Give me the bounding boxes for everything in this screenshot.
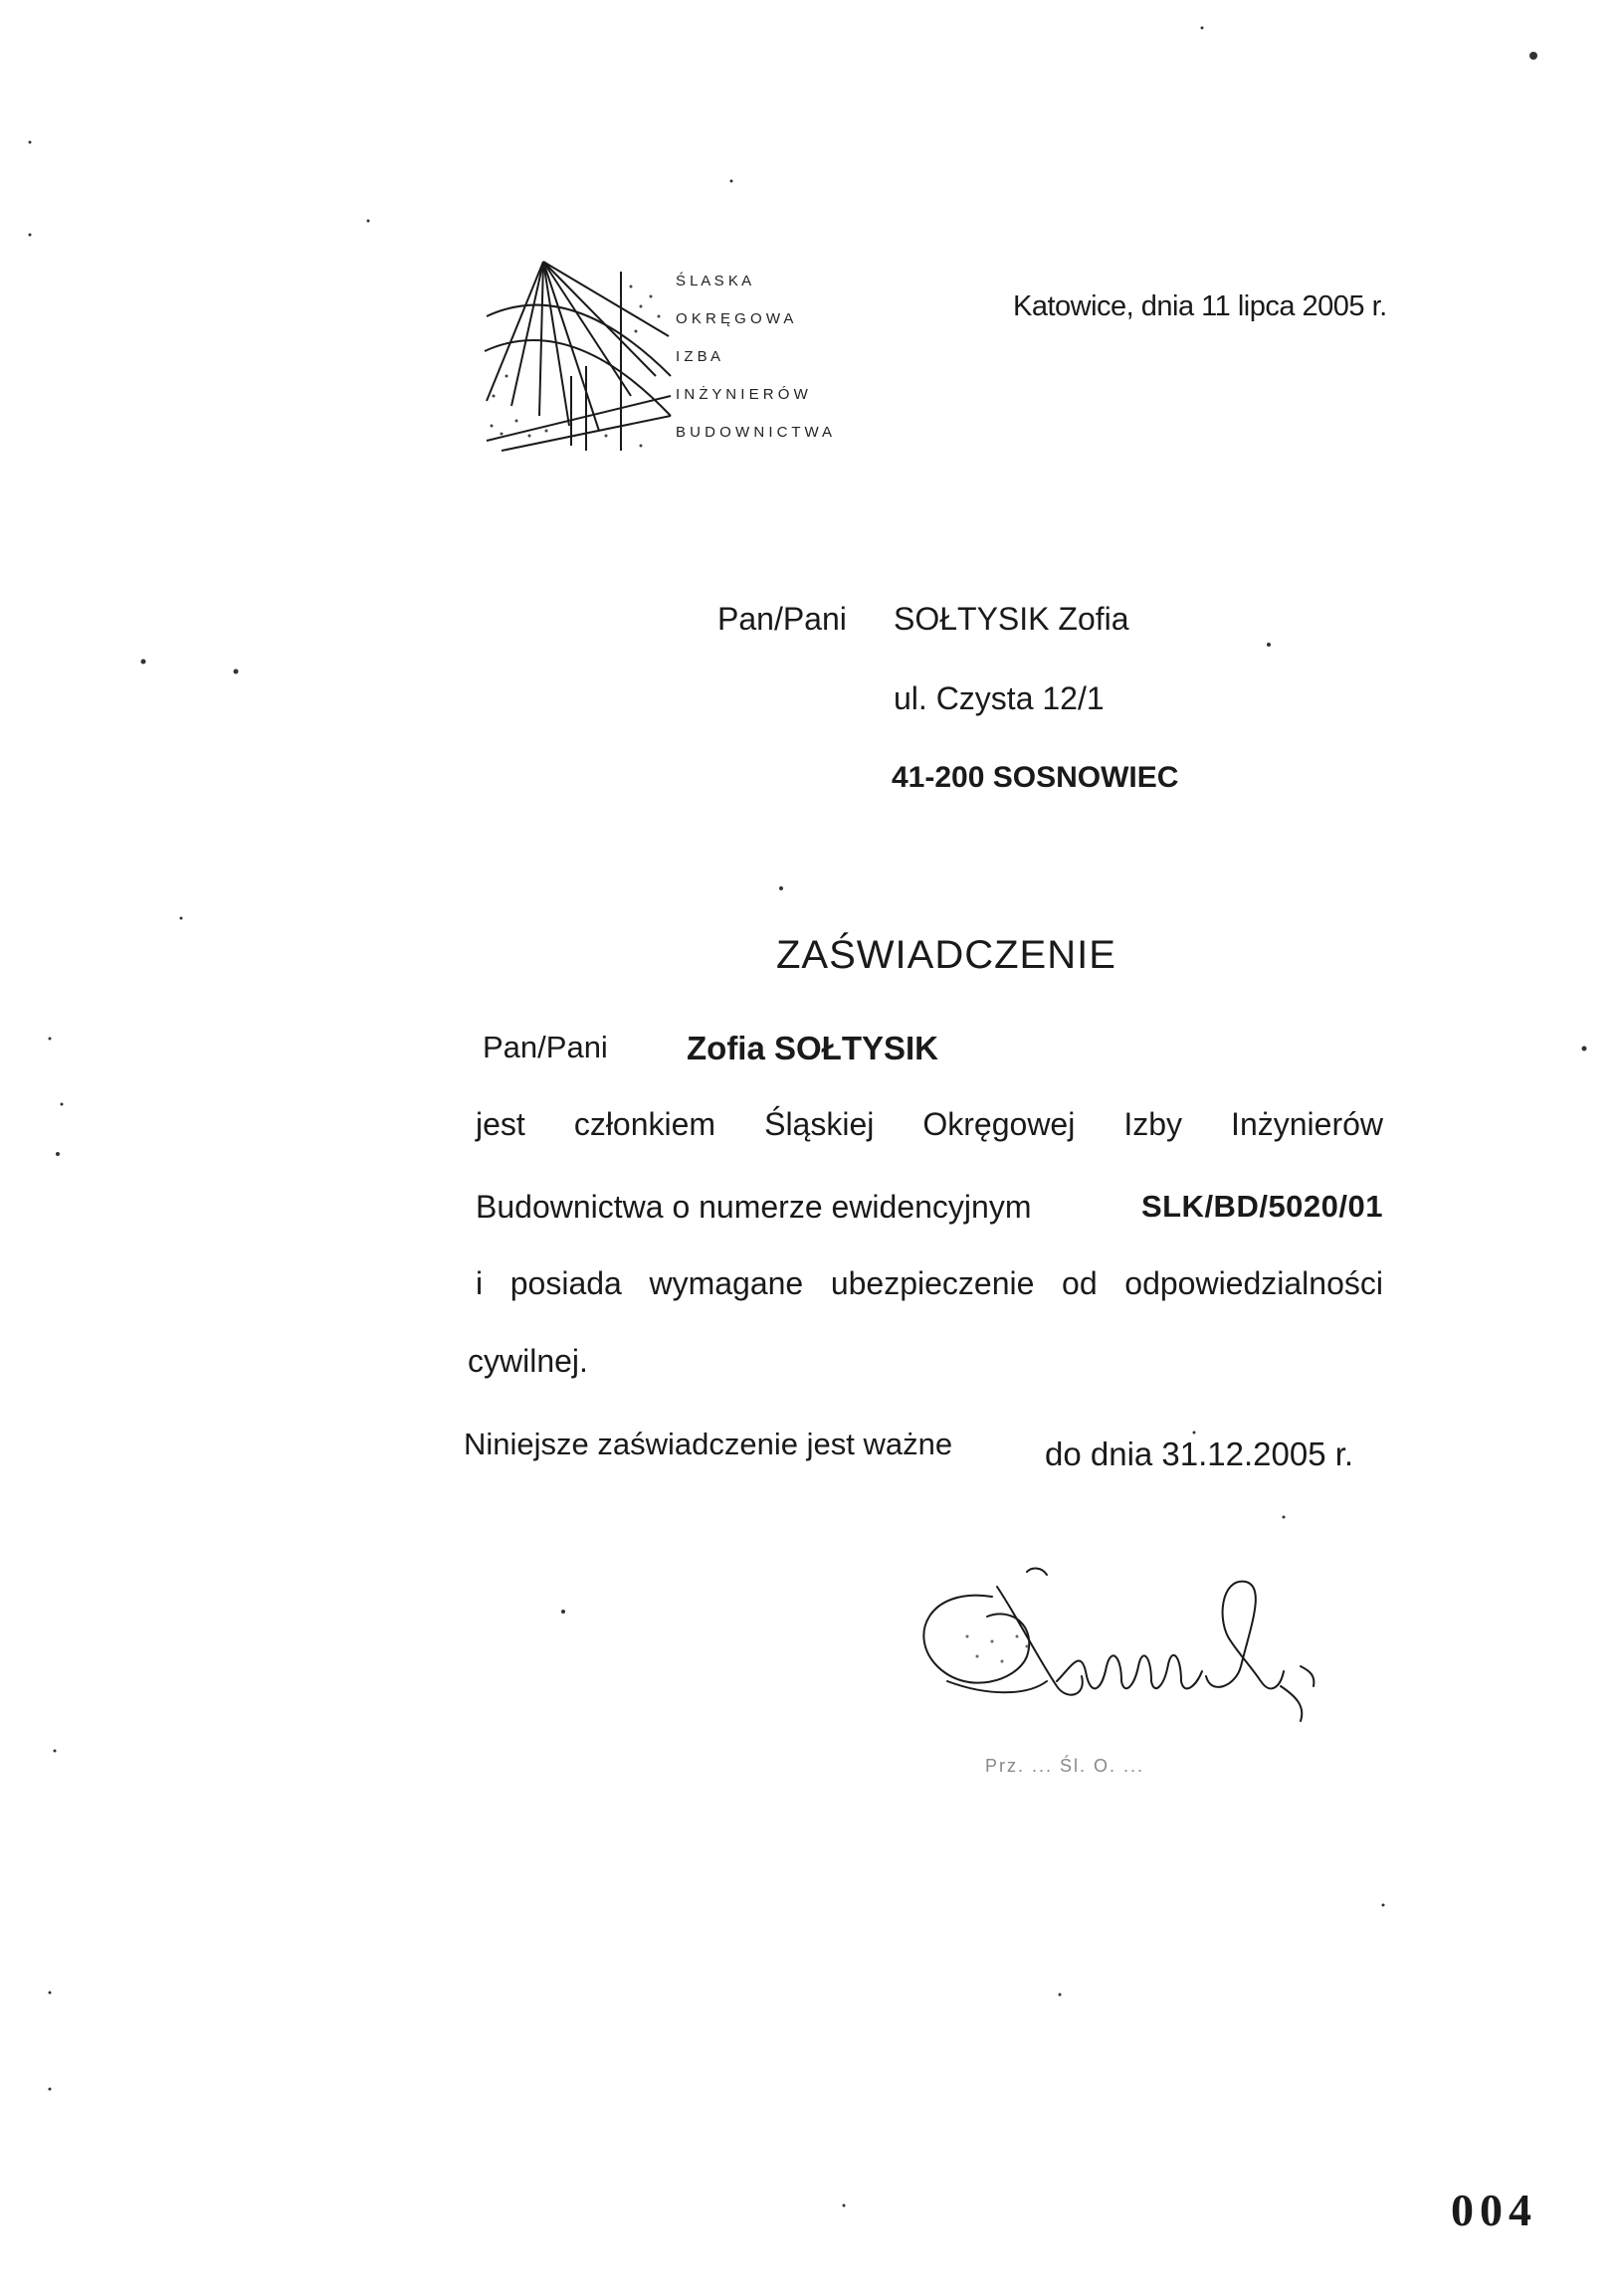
logo-line: B U D O W N I C T W A	[676, 424, 832, 441]
body-word: wymagane	[649, 1265, 804, 1301]
body-word: posiada	[509, 1265, 622, 1301]
certificate-person-label: Pan/Pani	[483, 1030, 608, 1064]
logo-line: O K R Ę G O W A	[676, 310, 794, 327]
body-text: Budownictwa o numerze ewidencyjnym	[476, 1189, 1032, 1225]
body-line-1	[476, 1106, 1383, 1143]
chamber-logo-graphic	[482, 257, 676, 456]
chamber-logo-text	[676, 263, 880, 454]
body-word: i	[476, 1265, 484, 1301]
logo-line: Ś L A S K A	[676, 273, 752, 289]
body-word: Śląskiej	[764, 1106, 875, 1142]
addressee-street: ul. Czysta 12/1	[894, 680, 1105, 716]
logo-line: I Z B A	[676, 348, 721, 365]
validity-text: Niniejsze zaświadczenie jest ważne	[464, 1427, 953, 1461]
body-line-3	[476, 1265, 1383, 1302]
body-line-2	[476, 1189, 1383, 1226]
validity-date: do dnia 31.12.2005 r.	[1045, 1435, 1354, 1472]
chamber-logo	[482, 257, 880, 456]
addressee-name: SOŁTYSIK Zofia	[894, 601, 1129, 637]
body-word: Inżynierów	[1231, 1106, 1383, 1142]
body-word: od	[1062, 1265, 1098, 1301]
body-word: Izby	[1123, 1106, 1183, 1142]
document-date: Katowice, dnia 11 lipca 2005 r.	[1013, 290, 1387, 322]
registration-number: SLK/BD/5020/01	[1140, 1189, 1383, 1224]
body-line-4: cywilnej.	[468, 1343, 588, 1379]
logo-line: I N Ż Y N I E R Ó W	[676, 386, 808, 403]
document-title: ZAŚWIADCZENIE	[776, 933, 1116, 977]
body-word: członkiem	[573, 1106, 716, 1142]
handwritten-signature	[908, 1547, 1337, 1756]
body-word: Okręgowej	[922, 1106, 1076, 1142]
body-word: ubezpieczenie	[830, 1265, 1035, 1301]
certificate-person-name: Zofia SOŁTYSIK	[687, 1030, 939, 1066]
signature-caption: Prz. ... Śl. O. ...	[985, 1756, 1145, 1776]
addressee-city: 41-200 SOSNOWIEC	[892, 761, 1179, 794]
body-word: odpowiedzialności	[1124, 1265, 1383, 1301]
body-word: jest	[476, 1106, 525, 1142]
addressee-label: Pan/Pani	[717, 601, 847, 637]
page-number: 004	[1451, 2185, 1537, 2235]
